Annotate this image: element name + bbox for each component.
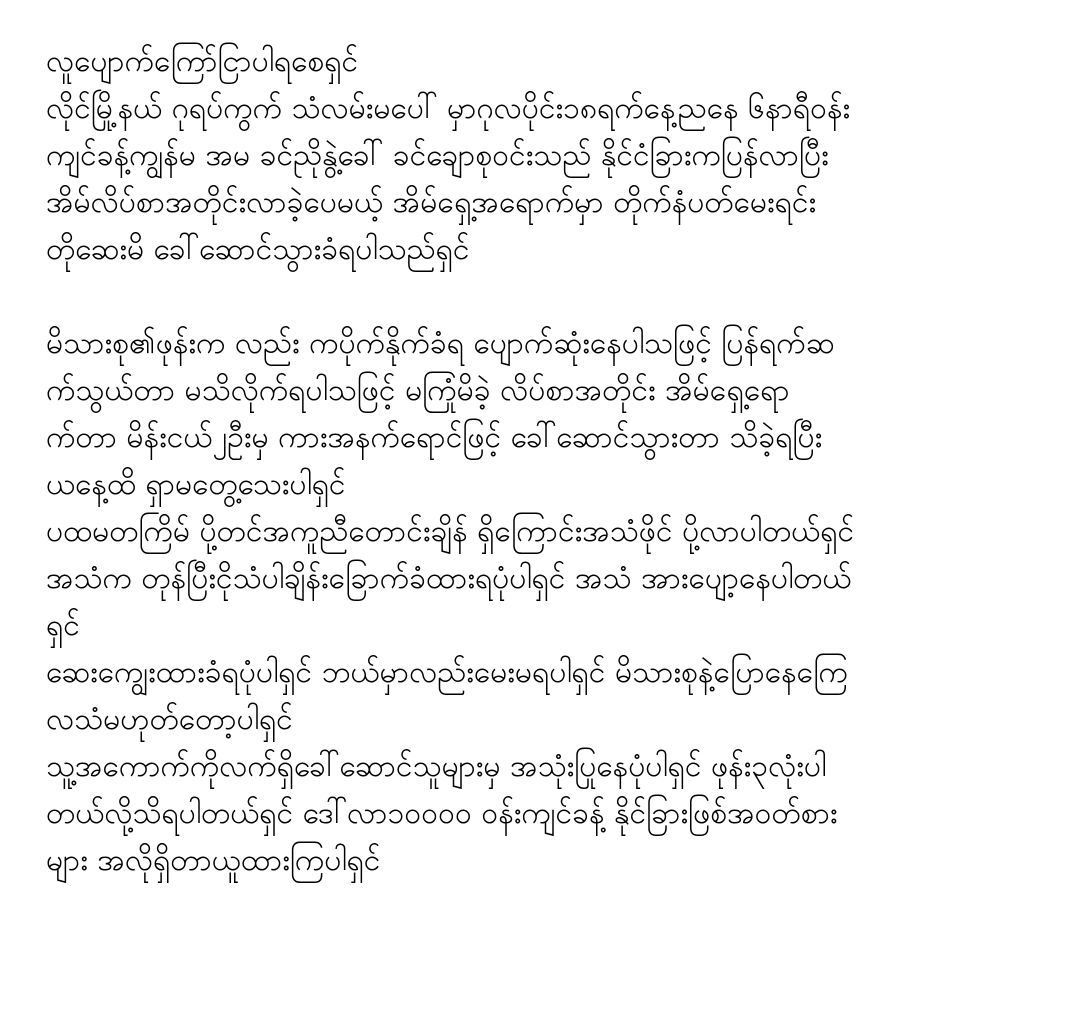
text-line: တိုဆေးမိ ခေါ်ဆောင်သွားခံရပါသည်ရှင်	[46, 232, 470, 267]
text-line: ကျင်ခန့်ကျွန်မ အမ ခင်ညိုနွဲ့ခေါ် ခင်ချောစုဝင်းသည် နိုင်ငံခြားကပြန်လာပြီး	[46, 138, 829, 173]
text-line: လူပျောက်ကြော်ငြာပါရစေရှင်	[46, 44, 359, 79]
text-line: တယ်လို့သိရပါတယ်ရှင် ဒေါ်လာ၁၀၀၀၀ ဝန်းကျင်ခန့် နိုင်ခြားဖြစ်အဝတ်စား	[46, 796, 838, 831]
text-line: က်တာ မိန်းငယ်၂ဦးမှ ကားအနက်ရောင်ဖြင့် ခေါ်ဆောင်သွားတာ သိခဲ့ရပြီး	[46, 420, 823, 455]
text-line: ယနေ့ထိ ရှာမတွေ့သေးပါရှင်	[46, 467, 346, 502]
paragraph-gap	[46, 273, 1046, 320]
document-body	[46, 38, 1046, 884]
text-line: အသံက တုန်ပြီးငိုသံပါချိန်းခြောက်ခံထားရပုံပါရှင် အသံ အားပျော့နေပါတယ်	[46, 561, 852, 596]
text-line: က်သွယ်တာ မသိလိုက်ရပါသဖြင့် မကြုံမိခဲ့ လိပ်စာအတိုင်း အိမ်ရှေ့ရော	[46, 373, 790, 408]
text-line: သူ့အကောက်ကိုလက်ရှိခေါ်ဆောင်သူများမှ အသုံးပြုနေပုံပါရှင် ဖုန်း၃လုံးပါ	[46, 749, 827, 784]
text-line: လိုင်မြို့နယ် ဂုရပ်ကွက် သံလမ်းမပေါ် မှာဂုလပိုင်း၁၈ရက်နေ့ညနေ ၆နာရီ၀န်း	[46, 91, 851, 126]
text-line: ဆေးကျွေးထားခံရပုံပါရှင် ဘယ်မှာလည်းမေးမရပါရှင် မိသားစုနဲ့ပြောနေကြေ	[46, 655, 848, 690]
text-line: မိသားစု၏ဖုန်းက လည်း ကပိုက်နိုက်ခံရ ပျောက်ဆုံးနေပါသဖြင့် ပြန်ရက်ဆ	[46, 326, 835, 361]
text-line: များ အလိုရှိတာယူထားကြပါရှင်	[46, 843, 381, 878]
text-line: ရှင်	[46, 608, 80, 643]
text-line: အိမ်လိပ်စာအတိုင်းလာခဲ့ပေမယ့် အိမ်ရှေ့အရောက်မှာ တိုက်နံပတ်မေးရင်း	[46, 185, 817, 220]
text-line: လသံမဟုတ်တော့ပါရှင်	[46, 702, 293, 737]
text-line: ပထမတကြိမ် ပို့တင်အကူညီတောင်းချိန် ရှိကြောင်းအသံဖိုင် ပို့လာပါတယ်ရှင်	[46, 514, 855, 549]
